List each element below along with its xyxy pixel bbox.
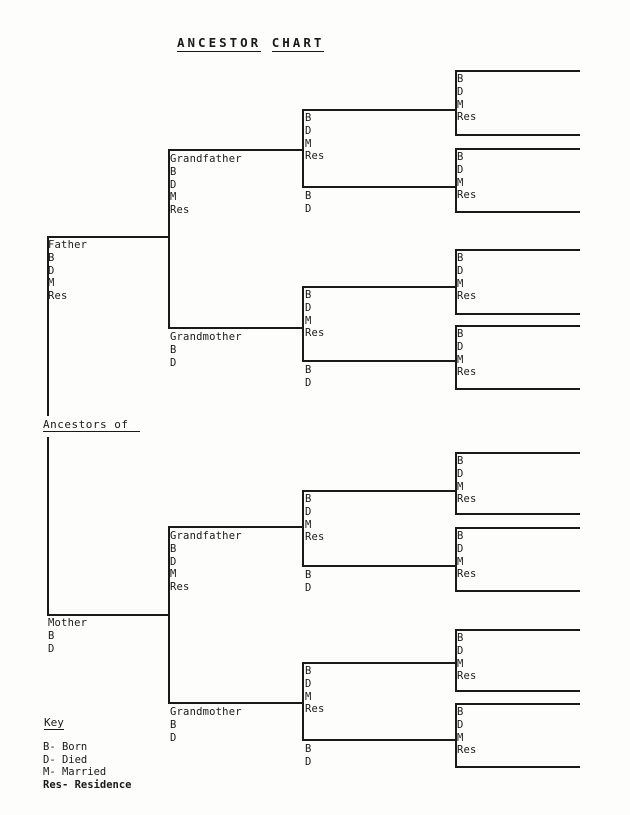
grandfather-label-2-line: M bbox=[170, 568, 177, 581]
gen3-male-label-1-line: Res bbox=[305, 150, 325, 163]
gen3-female-label-1-line: D bbox=[305, 202, 312, 215]
gen1-vertical-lower bbox=[47, 437, 49, 615]
gen3-male-label-4-line: D bbox=[305, 677, 312, 690]
gen4-label-4 bbox=[457, 328, 477, 379]
father-label-line: M bbox=[48, 277, 55, 290]
grandmother-label-1-line: B bbox=[170, 343, 177, 356]
gen3-male-line-4 bbox=[302, 662, 455, 664]
gen4-bottom-line-6 bbox=[455, 590, 580, 592]
gen4-label-3-line: M bbox=[457, 277, 464, 290]
gen3-male-line-2 bbox=[302, 286, 455, 288]
gen4-label-4-line: Res bbox=[457, 366, 477, 379]
gen4-label-2-line: B bbox=[457, 151, 464, 163]
grandfather-label-1-line: B bbox=[170, 165, 177, 178]
gen3-male-label-3-line: Res bbox=[305, 531, 325, 544]
gen4-label-8 bbox=[457, 706, 477, 757]
gen3-male-label-3-line: B bbox=[305, 493, 312, 505]
gen3-male-label-3-line: M bbox=[305, 518, 312, 531]
gen3-vertical-2 bbox=[302, 286, 304, 360]
gen3-female-line-4 bbox=[302, 739, 455, 741]
gen3-female-line-2 bbox=[302, 360, 455, 362]
grandfather-label-2-line: Grandfather bbox=[170, 530, 242, 542]
gen3-female-label-2-line: B bbox=[305, 364, 312, 376]
gen3-male-label-2 bbox=[305, 289, 325, 340]
gen3-male-label-4-line: Res bbox=[305, 703, 325, 716]
gen4-label-4-line: B bbox=[457, 328, 464, 340]
gen4-label-7-line: D bbox=[457, 644, 464, 657]
gen4-label-6-line: D bbox=[457, 542, 464, 555]
gen3-female-line-3 bbox=[302, 565, 455, 567]
gen3-vertical-1 bbox=[302, 109, 304, 186]
chart-title bbox=[177, 35, 324, 50]
father-label-line: D bbox=[48, 264, 55, 277]
father-label-line: Res bbox=[48, 290, 68, 303]
key-item-died: D- Died bbox=[43, 753, 88, 766]
grandfather-label-2-line: B bbox=[170, 542, 177, 555]
gen4-label-4-line: D bbox=[457, 340, 464, 353]
gen3-male-label-4 bbox=[305, 665, 325, 716]
gen3-male-label-1 bbox=[305, 112, 325, 163]
mother-label-line: Mother bbox=[48, 617, 88, 629]
gen3-female-label-3 bbox=[305, 569, 312, 595]
gen3-female-label-1 bbox=[305, 190, 312, 216]
gen3-male-label-3 bbox=[305, 493, 325, 544]
gen4-top-line-5 bbox=[455, 452, 580, 454]
father-label bbox=[48, 239, 87, 303]
gen3-male-label-4-line: B bbox=[305, 665, 312, 677]
mother-label-line: D bbox=[48, 642, 55, 655]
gen4-label-5-line: M bbox=[457, 480, 464, 493]
gen4-label-2-line: D bbox=[457, 163, 464, 176]
grandmother-label-1-line: Grandmother bbox=[170, 331, 242, 343]
gen3-male-label-2-line: D bbox=[305, 301, 312, 314]
gen4-label-1 bbox=[457, 73, 477, 124]
gen4-label-3-line: D bbox=[457, 264, 464, 277]
gen3-male-label-1-line: D bbox=[305, 124, 312, 137]
grandfather-label-2-line: D bbox=[170, 555, 177, 568]
key-item-residence: Res- Residence bbox=[43, 778, 132, 791]
gen4-bottom-line-4 bbox=[455, 388, 580, 390]
grandfather-label-1-line: Grandfather bbox=[170, 153, 242, 165]
gen4-label-2-line: Res bbox=[457, 189, 477, 202]
key-legend bbox=[43, 741, 132, 791]
grandmother-label-1 bbox=[170, 331, 242, 369]
gen4-label-1-line: D bbox=[457, 85, 464, 98]
mother-label bbox=[48, 617, 87, 655]
gen3-female-label-3-line: B bbox=[305, 569, 312, 581]
grandmother-line-2 bbox=[168, 702, 302, 704]
title-word-1: ANCESTOR bbox=[177, 35, 262, 50]
gen3-male-label-1-line: B bbox=[305, 112, 312, 124]
gen4-label-6 bbox=[457, 530, 477, 581]
grandmother-label-2-line: D bbox=[170, 731, 177, 744]
key-item-married: M- Married bbox=[43, 766, 107, 779]
gen3-vertical-4 bbox=[302, 662, 304, 739]
grandmother-label-1-line: D bbox=[170, 356, 177, 369]
gen4-top-line-4 bbox=[455, 325, 580, 327]
mother-line bbox=[47, 614, 169, 616]
gen4-label-2 bbox=[457, 151, 477, 202]
gen4-bottom-line-3 bbox=[455, 313, 580, 315]
grandmother-label-2-line: B bbox=[170, 718, 177, 731]
father-line bbox=[47, 236, 169, 238]
gen3-female-line-1 bbox=[302, 186, 455, 188]
grandfather-label-2 bbox=[170, 530, 242, 594]
gen4-label-3-line: Res bbox=[457, 290, 477, 303]
gen3-vertical-3 bbox=[302, 490, 304, 565]
gen3-male-label-4-line: M bbox=[305, 690, 312, 703]
gen3-female-label-4-line: D bbox=[305, 755, 312, 768]
gen3-female-label-4-line: B bbox=[305, 743, 312, 755]
ancestors-of-line bbox=[43, 418, 140, 431]
grandfather-line-2 bbox=[168, 526, 302, 528]
key-title: Key bbox=[44, 716, 64, 729]
gen4-label-1-line: Res bbox=[457, 111, 477, 124]
gen3-male-label-3-line: D bbox=[305, 505, 312, 518]
gen3-female-label-2-line: D bbox=[305, 376, 312, 389]
gen4-label-4-line: M bbox=[457, 353, 464, 366]
gen4-bottom-line-8 bbox=[455, 766, 580, 768]
gen3-male-label-1-line: M bbox=[305, 137, 312, 150]
father-label-line: B bbox=[48, 251, 55, 264]
gen4-label-5-line: D bbox=[457, 467, 464, 480]
grandmother-label-2-line: Grandmother bbox=[170, 706, 242, 718]
gen4-label-8-line: B bbox=[457, 706, 464, 718]
grandfather-label-1-line: D bbox=[170, 178, 177, 191]
gen4-label-7-line: Res bbox=[457, 670, 477, 683]
grandfather-label-1 bbox=[170, 153, 242, 217]
title-word-2: CHART bbox=[271, 35, 325, 50]
gen4-label-3-line: B bbox=[457, 252, 464, 264]
gen4-bottom-line-5 bbox=[455, 513, 580, 515]
gen4-label-3 bbox=[457, 252, 477, 303]
gen4-label-1-line: B bbox=[457, 73, 464, 85]
gen4-label-5-line: B bbox=[457, 455, 464, 467]
gen3-female-label-1-line: B bbox=[305, 190, 312, 202]
gen4-label-5 bbox=[457, 455, 477, 506]
gen4-top-line-3 bbox=[455, 249, 580, 251]
gen4-label-8-line: Res bbox=[457, 744, 477, 757]
gen4-label-6-line: M bbox=[457, 555, 464, 568]
gen3-male-label-2-line: M bbox=[305, 314, 312, 327]
gen4-top-line-6 bbox=[455, 527, 580, 529]
grandmother-label-2 bbox=[170, 706, 242, 744]
gen4-label-7-line: M bbox=[457, 657, 464, 670]
grandmother-line-1 bbox=[168, 327, 302, 329]
gen4-top-line-1 bbox=[455, 70, 580, 72]
gen3-male-line-3 bbox=[302, 490, 455, 492]
gen4-label-8-line: M bbox=[457, 731, 464, 744]
gen4-bottom-line-1 bbox=[455, 134, 580, 136]
grandfather-label-1-line: M bbox=[170, 191, 177, 204]
mother-label-line: B bbox=[48, 629, 55, 642]
gen4-top-line-2 bbox=[455, 148, 580, 150]
key-item-born: B- Born bbox=[43, 741, 88, 753]
gen4-label-1-line: M bbox=[457, 98, 464, 111]
gen4-bottom-line-2 bbox=[455, 211, 580, 213]
gen3-male-label-2-line: B bbox=[305, 289, 312, 301]
gen3-female-label-3-line: D bbox=[305, 581, 312, 594]
gen3-male-line-1 bbox=[302, 109, 455, 111]
gen4-top-line-7 bbox=[455, 629, 580, 631]
gen3-female-label-4 bbox=[305, 743, 312, 769]
gen3-male-label-2-line: Res bbox=[305, 327, 325, 340]
gen4-bottom-line-7 bbox=[455, 690, 580, 692]
grandfather-label-1-line: Res bbox=[170, 204, 190, 217]
gen4-label-2-line: M bbox=[457, 176, 464, 189]
gen4-label-7-line: B bbox=[457, 632, 464, 644]
gen4-label-7 bbox=[457, 632, 477, 683]
gen4-label-5-line: Res bbox=[457, 493, 477, 506]
ancestors-of-label: Ancestors of bbox=[43, 418, 140, 432]
gen4-top-line-8 bbox=[455, 703, 580, 705]
gen4-label-6-line: Res bbox=[457, 568, 477, 581]
grandfather-label-2-line: Res bbox=[170, 581, 190, 594]
gen3-female-label-2 bbox=[305, 364, 312, 390]
grandfather-line-1 bbox=[168, 149, 302, 151]
father-label-line: Father bbox=[48, 239, 88, 251]
gen4-label-6-line: B bbox=[457, 530, 464, 542]
gen4-label-8-line: D bbox=[457, 718, 464, 731]
